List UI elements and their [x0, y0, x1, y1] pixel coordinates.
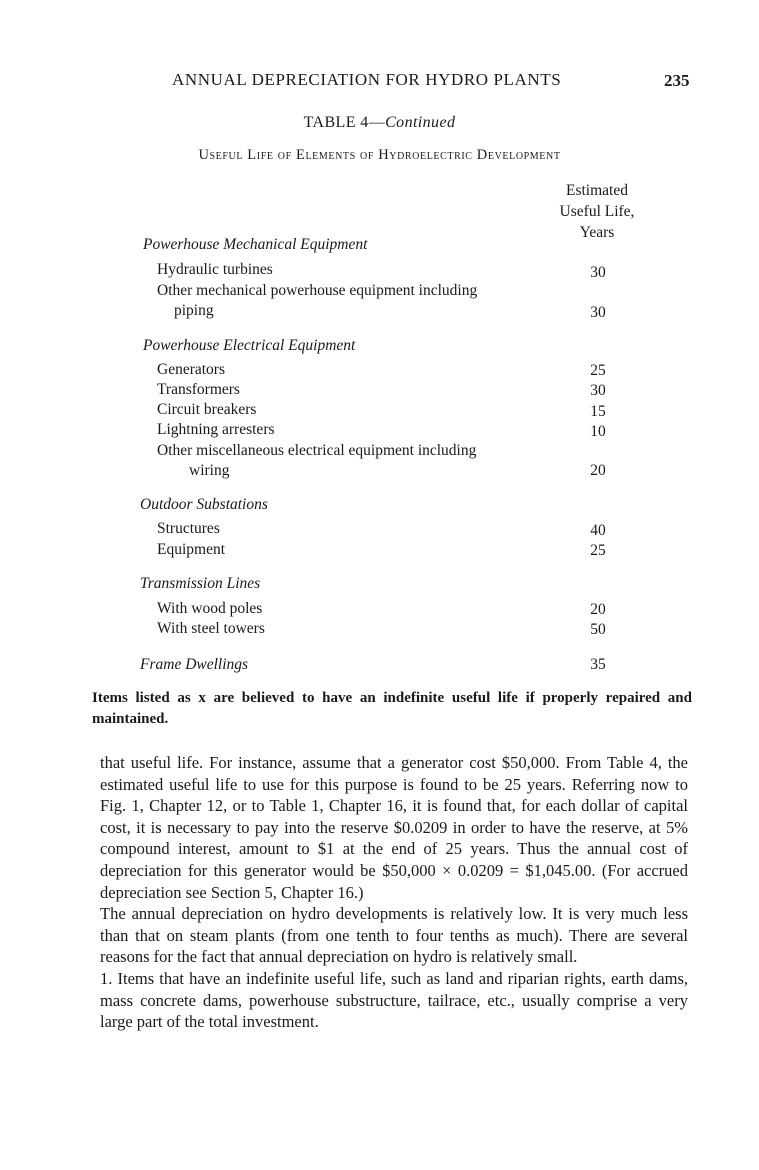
table-row-label: Other miscellaneous electrical equipment including — [157, 442, 477, 459]
table-row-value: 30 — [590, 382, 606, 399]
table-row-label: Circuit breakers — [157, 401, 257, 418]
paragraph: 1. Items that have an indefinite useful life, such as land and riparian rights, earth dams, mass concrete dams, powerhouse substructure, tailrace, etc., usually comprise a very large part of the total investment. — [100, 968, 688, 1032]
section-heading: Powerhouse Electrical Equipment — [143, 337, 356, 354]
table-row-label: With wood poles — [157, 600, 263, 617]
table-row-label-continued: piping — [174, 302, 214, 319]
table-row-value: 15 — [590, 403, 606, 420]
paragraph: that useful life. For instance, assume that a generator cost $50,000. From Table 4, the estimated useful life to use for this purpose is found to be 25 years. Referring now to Fig. 1, Chapter 12, or to Table 1, Chapter 16, it is found that, for each dollar of capital cost, it is necessary to pay into the reserve $0.0209 in order to have the reserve, at 5% compound interest, amount to $1 at the end of 25 years. Thus the annual cost of depreciation for this generator would be $50,000 × 0.0209 = $1,045.00. (For accrued depreciation see Section 5, Chapter 16.) — [100, 753, 688, 902]
section-heading: Powerhouse Mechanical Equipment — [143, 236, 368, 253]
table-row-label: Structures — [157, 520, 220, 537]
table-title-continued: Continued — [385, 114, 456, 131]
table-row-label: Other mechanical powerhouse equipment including — [157, 282, 478, 299]
page-number: 235 — [664, 71, 690, 90]
table-row-value: 30 — [590, 264, 606, 281]
section-heading: Transmission Lines — [140, 575, 261, 592]
table-row-label: Equipment — [157, 541, 226, 558]
table-row-label-continued: wiring — [189, 462, 230, 479]
table-row-value: 50 — [590, 621, 606, 638]
running-head: ANNUAL DEPRECIATION FOR HYDRO PLANTS — [172, 70, 562, 89]
table-footnote: Items listed as x are believed to have an indefinite useful life if properly repaired and maintained. — [92, 690, 692, 727]
table-row-label: Lightning arresters — [157, 421, 275, 438]
table-row-label: With steel towers — [157, 620, 265, 637]
table-row-value: 30 — [590, 304, 606, 321]
table-row-label: Transformers — [157, 381, 240, 398]
table-row-value: 40 — [590, 522, 606, 539]
table-row-value: 20 — [590, 462, 606, 479]
column-header: Estimated Useful Life, Years — [559, 182, 635, 241]
table-title-prefix: TABLE 4— — [303, 114, 386, 131]
table-row-value: 25 — [590, 542, 606, 559]
table-title — [0, 114, 759, 132]
table-row-value: 20 — [590, 601, 606, 618]
table-row-value: 25 — [590, 362, 606, 379]
paragraph: The annual depreciation on hydro developments is relatively low. It is very much less than that on steam plants (from one tenth to four tenths as much). There are several reasons for the fact that annual depreciation on hydro is relatively small. — [100, 904, 688, 967]
table-row-value: 35 — [590, 656, 606, 673]
table-subtitle: Useful Life of Elements of Hydroelectric Development — [198, 147, 561, 163]
table-row-value: 10 — [590, 423, 606, 440]
table-row-label: Hydraulic turbines — [157, 261, 273, 278]
body-text — [100, 752, 688, 1033]
section-heading: Outdoor Substations — [140, 496, 268, 513]
section-heading: Frame Dwellings — [140, 656, 249, 673]
table-row-label: Generators — [157, 361, 225, 378]
